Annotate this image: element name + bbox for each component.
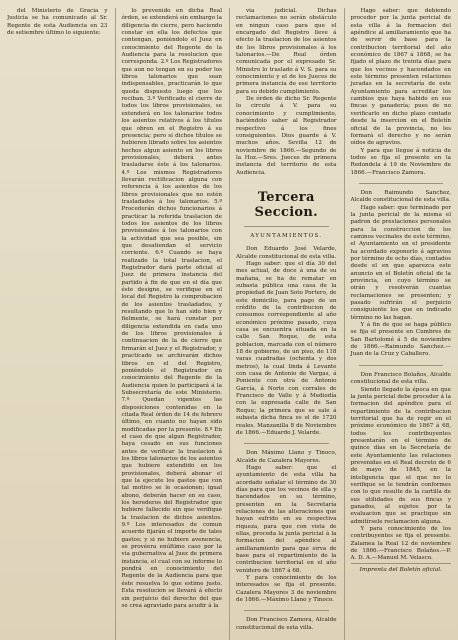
paragraph: via judicial. Dichas reclamaciones no serán obstáculo en ningun caso para que el encargado del Registro lleve á efecto la traslacion de los asientos de los libros provisionales á los talonarios.—De Real órden comunicada por el expresado Sr. Ministro lo traslado á V. S. para su conocimiento y el de los Jueces de primera instancia de ese territorio para su debido cumplimiento. [236,8,337,95]
paragraph: Don Francisco Zamora, Alcalde constitucional de esta villa. [236,617,337,631]
imprint-line: Imprenta del Boletín oficial. [351,563,452,574]
paragraph: Hago saber: que el ayuntamiento de esta villa ha acordado señalar el término de 30 días para que los vecinos de ella y hacendados en su término, presenten en la Secretaría relaciones de las alteraciones que hayan sufrido en su respectiva riqueza, para que con vista de ellas, proceda la junta pericial á la formacion del apéndice al amillaramiento para que sirva de base para el repartimiento de la contribucion territorial en el año venidero de 1867 á 68. [236,464,337,574]
paragraph: Hago saber: que el día 30 del mes actual, de doce á una de su mañana, se ha de rematar en subasta pública una casa de la propiedad de Juan Soto Portero, de este domicilio, para pago de un crédito de la contribucion de consumos correspondiente al año económico próximo pasado, cuya casa se encuentra situada en la calle San Roque, de esta poblacion, marcada con el número 18 de gobierno, de un piso, de 118 varas cuadradas (ochenta y dos metros), la cual linda á Levante con casa de Antonio de Vargas, á Poniente con otra de Antonio García, á Norte con corrales de Francisco de Valle y á Mediodía con la expresada calle de San Roque; la primera que se sale á subasta dicha finca es el de 1720 reales. Manzanilla 8 de Noviembre de 1866.—Eduardo J. Velarde. [236,260,337,436]
paragraph: Don Eduardo José Velarde, Alcalde constitucional de esta villa. [236,246,337,260]
column-3 [229,8,337,640]
section-subtitle: AYUNTAMIENTOS. [250,232,323,239]
paragraph: del Ministerio de Gracia y Justicia se ha comunicado al Sr. Regente de esta Audiencia en 23 de setiembre último lo siguiente: [7,8,108,37]
paragraph: Siendo llegado la época en que la junta pericial debe proceder á la formacion del apéndice para el repartimiento de la contribucion territorial que ha de regir en el próximo económico de 1867 á 68, todos los contribuyentes presentarán en el término de quince días en la Secretaría de este Ayuntamiento las relaciones prevenidas en el Real decreto de 6 de mayo de 1845, en la inteligencia que el que no lo verifique se le tendrán conformes con lo que resulte de la cartilla de sus utilidades de sus fincas y ganados, al sujetos por la evaluacion que se practique sin admitírsele reclamacion alguna. [350,386,451,525]
divider [359,183,444,184]
paragraph: Y para conocimiento de los interesados se fija el presente. Cazalera Mayores 3 de noviembre de 1866.—Máximo Llano y Tinoco. [236,575,337,604]
paragraph: De órden de dicho Sr. Regente lo circulo á V. para su conocimiento y cumplimiento, haciéndolo saber al Registrador respectivo á los fines consiguientes. Dios guarde á V. muchos años. Sevilla 12 de noviembre de 1866.—Segundo de la Hoz.—Sres. Jueces de primera instancia del territorio de esta Audiencia. [236,96,337,176]
paragraph: Hago saber: que terminado por la junta pericial de la misma el padron de prestaciones personales para la construccion de los caminos vecinales de este término, el Ayuntamiento en el presidente ha acordado exponerlo á agravios por término de ocho días, contados desde el en que aparezca este anuncio en el Boletín oficial de la provincia, en cuyo término se oirán y resolverán cuantas reclamaciones se presenten; y pasado sufrirán el perjuicio consiguiente los que en indicado término no las hagan. [350,204,451,321]
columns [7,8,451,640]
column-4 [344,8,452,640]
paragraph: Y para conocimiento de los contribuyentes se fija el presente. Zalamea la Real 12 de noviembre de 1866.—Francisco Bolaños.—P. A. D. A.—Manuel M. Velasco. [350,526,451,562]
divider [359,365,444,366]
paragraph: Y á fin de que se haga público se fija el presente en Cumbres de San Bartolomé á 5 de noviembre de 1866.—Raimundo Sanchez.—Juan de la Cruz y Caballero. [350,322,451,358]
section-title: Tercera Seccion. [254,189,318,220]
divider [244,443,329,444]
paragraph: Don Raimundo Sanchez, Alcalde constitucional de esta villa. [350,189,451,204]
paragraph: Don Máximo Llano y Tinoco, Alcalde de Cazalera Mayores. [236,450,337,464]
column-2 [115,8,223,640]
divider [244,226,329,227]
divider [244,610,329,611]
paragraph: Y para que llegue á noticia de todos se fija el presente en la Redondela á 19 de Noviembre de 1866.—Francisco Zamora. [350,147,451,176]
paragraph: Don Francisco Bolaños, Alcalde constitucional de esta villa. [350,371,451,386]
paragraph: lo prevenido en dicha Real órden, se extenderá sin embargo la diligencia de cierre, pero haciendo constar en ella los defectos que contengan, poniéndolo el Juez en conocimiento del Regente de la Audiencia para la resolucion que corresponda. 2.º Los Registradores que aun no tengan en su poder los libros talonarios que sean indispensables, practicarán lo que queda dispuesto luego que los reciban. 3.º Verificado el cierre de todos los libros provisionales, se extenderá en los talonarios todos los asientos relativos á los títulos que obren en el Registro á su presencia; pero si dichos títulos se hubieren librado sobre los asientos hechos algun asiento en los libros provisionales, deberá antes trasladarse éste á los talonarios. 4.º Los mismos Registradores llevarán rectificacion alguna con referencia á los asientos de los libros provisionales que no estén trasladados á los talonarios. 5.º Procederán dichos funcionarios á practicar la referida traslacion de todos los asientos de los libros provisionales á los talonarios con la actividad que sea posible, sin que desatiendan el servicio corriente. 6.º Cuando se haya realizado la total traslacion, el Registrador dará parte oficial al Juez de primera instancia del partido á fin de que en el día que éste designe, se verifique en el local del Registro la comprobacion de los asientos trasladados, y resultando que lo han sido bien y fielmente, se hará constar por diligencia extendida en cada uno de los libros provisionales á continuacion de la de cierre que firmarán el Juez y el Registrador, y practicado se archivarán dichos libros en el del Registro, poniéndolo el Registrador en conocimiento del Regente de la Audiencia quien lo participará á la Subsecretaría de este Ministerio. 7.º Quedan vigentes las disposiciones contenidas en la citada Real órden de 14 de febrero último, en cuanto no hayan sido modificadas por la presente. 8.º En el caso de que algun Registrador, haya cesado en sus funciones antes de verificar la traslacion á los libros talonarios de los asientos que hubiere extendido en los provisionales, deberá abonar el que la ejecute los gastos que con tal motivo se le ocasionen; igual abono, deberán hacer en su caso, los herederos del Registrador que hubiere fallecido sin que verifique la traslacion de dichos asientos. 9.º Los interesados de comun acuerdo fijarán el importe de tales gastos; y si no hubiere avenencia, se provéera enúltimo caso por la via gubernativa al Juez de primera instancia, el cual con su informe lo pondrá en conocimiento del Regente de la Audiencia para que éste resuelva lo que estime justo. Esta resolucion se llevará á efecto sin perjuicio del derecho del que se crea agraviado para acudir á la [121,8,222,609]
column-1 [7,8,108,640]
paragraph: Hago saber: que debiendo proceder por la junta pericial de esta villa á la formacion del apéndice al amillaramiento que ha de servir de base para la contribucion territorial del año económico de 1867 á 1868, se ha fijado el plazo de treinta días para que los vecinos y hacendados en este término presenten relaciones juradas en la secretaría de este Ayuntamiento para acreditar los cambios que haya habido en sus fincas y ganadería; pues de no verificarlo en dicho plazo contado desde la insercion en el Boletín oficial de la provincia, no les formará el derecho y no serán oídos de agravios. [350,8,451,147]
